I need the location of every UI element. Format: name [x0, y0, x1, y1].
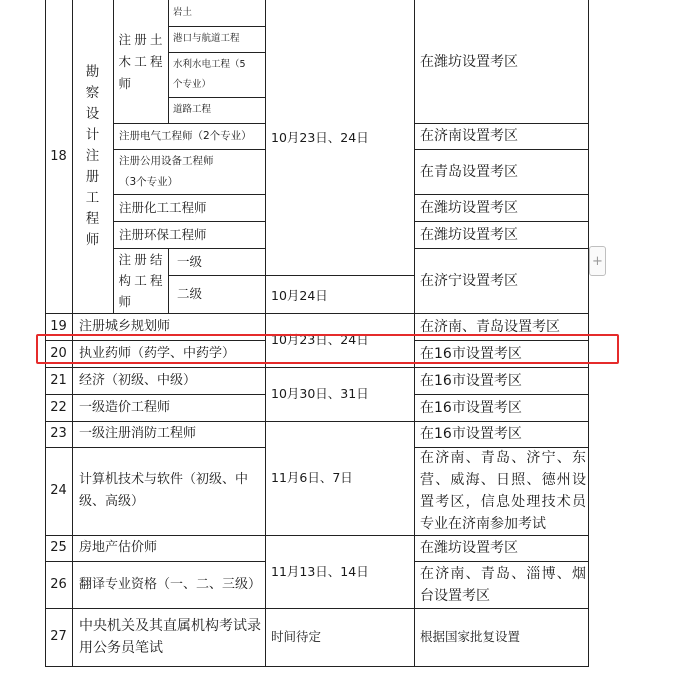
item-public-equipment: 注册公用设备工程师（3个专业）	[119, 154, 214, 188]
row-number-18: 18	[50, 148, 67, 164]
date-19-20: 10月23日、24日	[271, 332, 369, 347]
name-22: 一级造价工程师	[79, 399, 171, 415]
loc-jinan-18: 在济南设置考区	[420, 128, 518, 144]
loc-20: 在16市设置考区	[420, 345, 522, 362]
group-structural-engineer: 注册结构工程师	[118, 252, 163, 309]
name-19: 注册城乡规划师	[79, 318, 171, 334]
name-24: 计算机技术与软件（初级、中级、高级）	[79, 472, 249, 509]
date-main-18: 10月23日、24日	[271, 130, 369, 145]
sub-port-waterway: 港口与航道工程	[173, 33, 240, 44]
plus-icon: +	[592, 253, 603, 269]
row-number-23: 23	[50, 426, 67, 441]
loc-25: 在潍坊设置考区	[420, 540, 518, 556]
sub-yantu: 岩土	[173, 7, 193, 18]
date-structural: 10月24日	[271, 288, 328, 303]
loc-weifang-civil: 在潍坊设置考区	[420, 53, 518, 70]
expand-button[interactable]	[589, 246, 606, 276]
date-25-26: 11月13日、14日	[271, 563, 369, 579]
loc-21: 在16市设置考区	[420, 372, 522, 389]
loc-weifang-env: 在潍坊设置考区	[420, 226, 518, 243]
category-label: 勘察设计注册工程师	[85, 64, 100, 248]
highlight-box-row-20	[36, 334, 619, 364]
structural-level-2: 二级	[177, 286, 203, 301]
loc-22: 在16市设置考区	[420, 399, 522, 416]
loc-24: 在济南、青岛、济宁、东营、威海、日照、德州设置考区，信息处理技术员专业在济南参加考试	[420, 450, 586, 532]
loc-jining-18: 在济宁设置考区	[420, 272, 518, 289]
name-23: 一级注册消防工程师	[79, 426, 197, 441]
item-environment: 注册环保工程师	[119, 226, 207, 242]
name-26: 翻译专业资格（一、二、三级）	[79, 576, 262, 592]
sub-water-hydro: 水利水电工程（5个专业）	[173, 58, 246, 90]
name-25: 房地产估价师	[79, 540, 158, 555]
loc-weifang-chem: 在潍坊设置考区	[420, 199, 518, 216]
date-23-24: 11月6日、7日	[271, 470, 353, 485]
date-21-22: 10月30日、31日	[271, 386, 369, 401]
item-chemical: 注册化工工程师	[119, 199, 207, 215]
category-survey-design	[72, 0, 113, 313]
row-number-26: 26	[50, 576, 67, 592]
row-number-24: 24	[50, 483, 67, 498]
row-number-19: 19	[50, 318, 67, 334]
group-civil-engineer: 注册土木工程师	[118, 31, 163, 91]
loc-19: 在济南、青岛设置考区	[420, 318, 560, 335]
row-number-25: 25	[50, 540, 67, 555]
loc-26: 在济南、青岛、淄博、烟台设置考区	[420, 565, 586, 604]
row-number-21: 21	[50, 372, 67, 388]
sub-road: 道路工程	[173, 104, 212, 115]
item-electrical: 注册电气工程师（2个专业）	[119, 130, 252, 142]
loc-27: 根据国家批复设置	[420, 629, 521, 644]
name-27: 中央机关及其直属机构考试录用公务员笔试	[79, 618, 261, 656]
row-number-20: 20	[50, 345, 67, 361]
row-number-27: 27	[50, 629, 67, 644]
row-number-22: 22	[50, 399, 67, 415]
loc-23: 在16市设置考区	[420, 426, 522, 442]
date-27: 时间待定	[271, 629, 322, 644]
name-21: 经济（初级、中级）	[79, 372, 197, 388]
loc-qingdao-18: 在青岛设置考区	[420, 163, 518, 180]
structural-level-1: 一级	[177, 253, 203, 269]
name-20: 执业药师（药学、中药学）	[79, 345, 236, 361]
